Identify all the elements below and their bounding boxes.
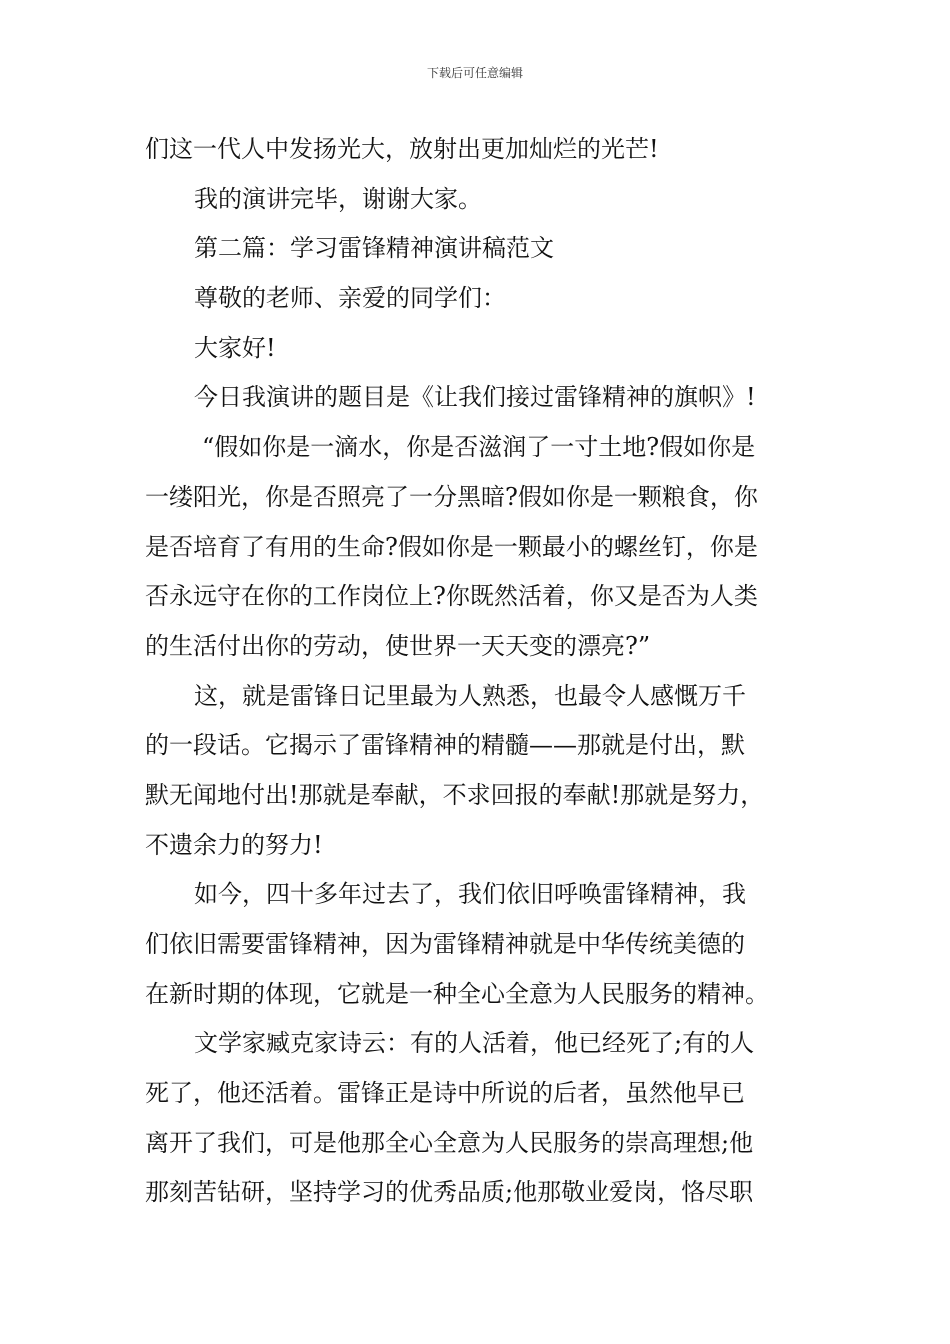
quote-line: 一缕阳光，你是否照亮了一分黑暗?假如你是一颗粮食，你 (145, 482, 758, 511)
text-line: 默无闻地付出!那就是奉献，不求回报的奉献!那就是努力， (145, 780, 765, 809)
text-line: 文学家臧克家诗云：有的人活着，他已经死了;有的人 (194, 1029, 755, 1058)
salutation: 尊敬的老师、亲爱的同学们： (194, 284, 506, 313)
text-line: 们依旧需要雷锋精神，因为雷锋精神就是中华传统美德的 (145, 930, 745, 958)
text-line: 在新时期的体现，它就是一种全心全意为人民服务的精神。 (145, 979, 769, 1008)
text-line: 我的演讲完毕，谢谢大家。 (194, 184, 482, 213)
section-title: 第二篇：学习雷锋精神演讲稿范文 (194, 234, 554, 263)
text-line: 如今，四十多年过去了，我们依旧呼唤雷锋精神，我 (194, 880, 746, 909)
text-line: 不遗余力的努力! (145, 830, 323, 859)
text-line: 死了，他还活着。雷锋正是诗中所说的后者，虽然他早已 (145, 1079, 745, 1108)
text-line: 这，就是雷锋日记里最为人熟悉，也最令人感慨万千 (194, 681, 746, 710)
quote-line: 否永远守在你的工作岗位上?你既然活着，你又是否为人类 (145, 582, 758, 611)
text-line: 们这一代人中发扬光大，放射出更加灿烂的光芒! (145, 135, 659, 163)
quote-line: 是否培育了有用的生命?假如你是一颗最小的螺丝钉，你是 (145, 532, 758, 561)
quote-line: “假如你是一滴水，你是否滋润了一寸土地?假如你是 (202, 433, 756, 462)
document-body (145, 125, 807, 1218)
text-line: 那刻苦钻研，坚持学习的优秀品质;他那敬业爱岗，恪尽职 (145, 1178, 754, 1207)
text-line: 的一段话。它揭示了雷锋精神的精髓——那就是付出，默 (145, 731, 745, 760)
text-line: 离开了我们，可是他那全心全意为人民服务的崇高理想;他 (145, 1128, 754, 1157)
page-header-note: 下载后可任意编辑 (426, 66, 523, 80)
text-line: 今日我演讲的题目是《让我们接过雷锋精神的旗帜》! (194, 383, 756, 412)
quote-line: 的生活付出你的劳动，使世界一天天变的漂亮?” (145, 631, 651, 660)
greeting: 大家好! (194, 333, 276, 362)
